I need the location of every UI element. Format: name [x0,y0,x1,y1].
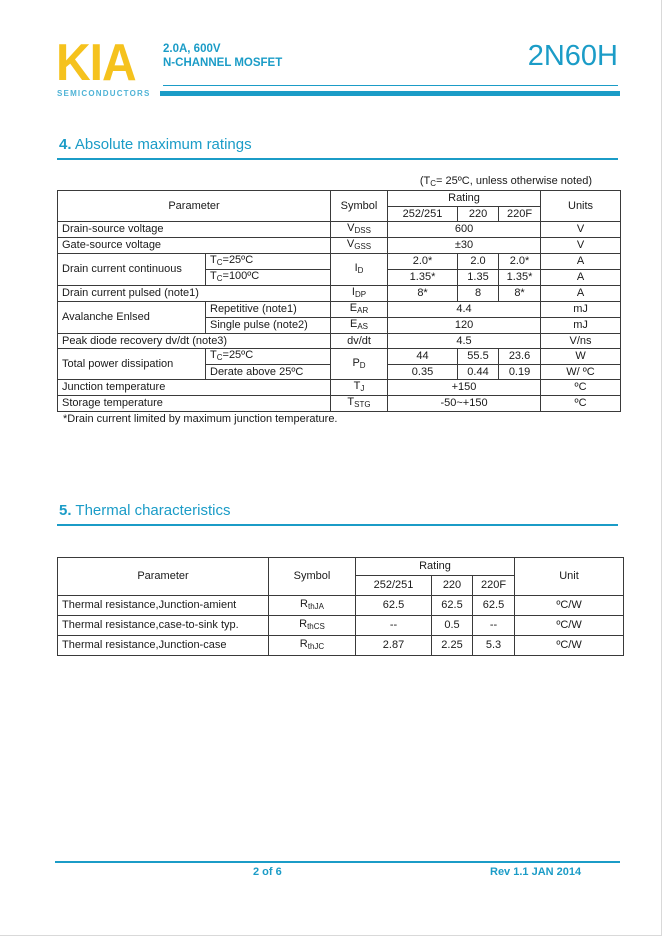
table-cell: Gate-source voltage [58,238,331,254]
table-cell: 2.87 [356,636,432,656]
table-cell: -- [473,616,515,636]
table-cell: 62.5 [473,596,515,616]
table-header-cell: Rating [356,558,515,576]
table-cell: A [541,270,621,286]
table-cell: 600 [388,222,541,238]
table-cell: ºC [541,380,621,396]
table-cell: 0.5 [432,616,473,636]
table-cell: 5.3 [473,636,515,656]
table-cell: $V_{DSS}$ [331,222,388,238]
table-cell: V/ns [541,334,621,349]
table-header-cell: Unit [515,558,624,596]
section-4-number: 4. [59,136,72,153]
subscript-text: C [216,258,223,267]
table-cell: $R_{thCS}$ [269,616,356,636]
table-cell: $V_{GSS}$ [331,238,388,254]
table-cell: 0.19 [499,365,541,380]
table-cell: Thermal resistance,Junction-amient [58,596,269,616]
table-cell: 2.25 [432,636,473,656]
abs-max-ratings-table [57,190,621,412]
table-cell: 0.44 [458,365,499,380]
table-header-cell: 220F [499,207,541,222]
section-4-heading [59,136,252,153]
table-cell: $T_{STG}$ [331,396,388,412]
table-cell: Junction temperature [58,380,331,396]
footer-rule [55,861,620,863]
table-cell: ºC/W [515,616,624,636]
subscript-text: thCS [307,622,325,631]
table-cell: $T_C=25ºC$ [206,349,331,365]
table-cell: Peak diode recovery dv/dt (note3) [58,334,331,349]
subscript-text: thJC [307,642,325,651]
table-cell: V [541,238,621,254]
table-header-cell: Units [541,191,621,222]
subscript-text: AS [357,322,369,331]
section-5-rule [57,524,618,526]
table-cell: 8* [499,286,541,302]
table-cell: dv/dt [331,334,388,349]
subscript-text: J [360,384,365,393]
table-cell: $T_C=100ºC$ [206,270,331,286]
table-cell: mJ [541,318,621,334]
table-header-cell: Symbol [269,558,356,596]
page-number: 2 of 6 [253,866,282,878]
subscript-text: DP [354,290,367,299]
condition-note: ($T_C=$ 25ºC, unless otherwise noted) [419,175,592,188]
table-header-cell: 220 [458,207,499,222]
table-cell: ±30 [388,238,541,254]
section-4-rule [57,158,618,160]
table-cell: Repetitive (note1) [206,302,331,318]
table-cell: Drain-source voltage [58,222,331,238]
table-row [58,334,621,349]
table-cell: W/ ºC [541,365,621,380]
table-cell: 62.5 [356,596,432,616]
table-cell: 1.35* [499,270,541,286]
subscript-text: AR [357,306,369,315]
table-cell: 2.0* [499,254,541,270]
subscript-text: C [216,353,223,362]
table-cell: 1.35* [388,270,458,286]
table-cell: 62.5 [432,596,473,616]
table-row [58,349,621,365]
table-cell: $I_D$ [331,254,388,286]
thermal-characteristics-table [57,557,624,656]
kia-logo: KIA [56,34,136,92]
product-subtitle [163,42,282,70]
section-5-heading [59,502,230,519]
table-cell: $P_D$ [331,349,388,380]
table-cell: $T_J$ [331,380,388,396]
table-cell: Derate above 25ºC [206,365,331,380]
table-cell: ºC/W [515,636,624,656]
table-cell: $E_{AR}$ [331,302,388,318]
table-header-cell: 252/251 [356,576,432,596]
table-cell: 0.35 [388,365,458,380]
table-cell: $R_{thJA}$ [269,596,356,616]
subscript-text: GSS [354,242,372,251]
table-row [58,302,621,318]
revision: Rev 1.1 JAN 2014 [490,866,582,878]
header-rule-thick [160,91,620,96]
table-cell: Thermal resistance,Junction-case [58,636,269,656]
table-cell: ºC [541,396,621,412]
table-cell: 8* [388,286,458,302]
subtitle-line2: N-CHANNEL MOSFET [163,57,283,69]
table-cell: W [541,349,621,365]
table-cell: Drain current continuous [58,254,206,286]
table-row [58,238,621,254]
abs-max-footnote: *Drain current limited by maximum junction temperature. [63,413,338,425]
subscript-text: thJA [307,602,324,611]
table-header-cell: 252/251 [388,207,458,222]
section-5-title: Thermal characteristics [71,502,231,519]
table-row [58,616,624,636]
section-5-number: 5. [59,502,72,519]
table-cell: 2.0 [458,254,499,270]
table-cell: 23.6 [499,349,541,365]
table-cell: -50~+150 [388,396,541,412]
table-cell: Drain current pulsed (note1) [58,286,331,302]
table-cell: Total power dissipation [58,349,206,380]
table-cell: 2.0* [388,254,458,270]
table-header-cell: Symbol [331,191,388,222]
table-header-cell: Rating [388,191,541,207]
subtitle-line1: 2.0A, 600V [163,43,221,55]
table-cell: 44 [388,349,458,365]
subscript-text: STG [354,400,371,409]
table-cell: 120 [388,318,541,334]
table-cell: $I_{DP}$ [331,286,388,302]
table-row [58,636,624,656]
table-cell: 55.5 [458,349,499,365]
table-row [58,254,621,270]
table-cell: +150 [388,380,541,396]
table-cell: A [541,254,621,270]
section-4-title: Absolute maximum ratings [71,136,252,153]
table-cell: ºC/W [515,596,624,616]
table-header-cell: Parameter [58,558,269,596]
subscript-text: C [430,179,437,188]
table-header-cell: Parameter [58,191,331,222]
table-row [58,191,621,207]
table-cell: V [541,222,621,238]
table-cell: 1.35 [458,270,499,286]
table-cell: 4.5 [388,334,541,349]
logo-subtext: SEMICONDUCTORS [57,89,151,98]
part-number: 2N60H [527,40,618,72]
table-cell: mJ [541,302,621,318]
table-row [58,596,624,616]
table-header-cell: 220F [473,576,515,596]
subscript-text: D [359,360,366,370]
table-cell: 8 [458,286,499,302]
subscript-text: D [357,266,364,275]
table-cell: Storage temperature [58,396,331,412]
table-row [58,558,624,576]
table-cell: $E_{AS}$ [331,318,388,334]
table-cell: $T_C=25ºC$ [206,254,331,270]
table-row [58,380,621,396]
table-cell: A [541,286,621,302]
table-cell: -- [356,616,432,636]
table-cell: Avalanche Enlsed [58,302,206,334]
subscript-text: C [216,274,223,283]
table-cell: Thermal resistance,case-to-sink typ. [58,616,269,636]
table-header-cell: 220 [432,576,473,596]
table-cell: Single pulse (note2) [206,318,331,334]
table-row [58,222,621,238]
table-cell: $R_{thJC}$ [269,636,356,656]
table-cell: 4.4 [388,302,541,318]
header-rule-thin [163,85,618,86]
table-row [58,286,621,302]
table-row [58,396,621,412]
subscript-text: DSS [354,226,371,235]
